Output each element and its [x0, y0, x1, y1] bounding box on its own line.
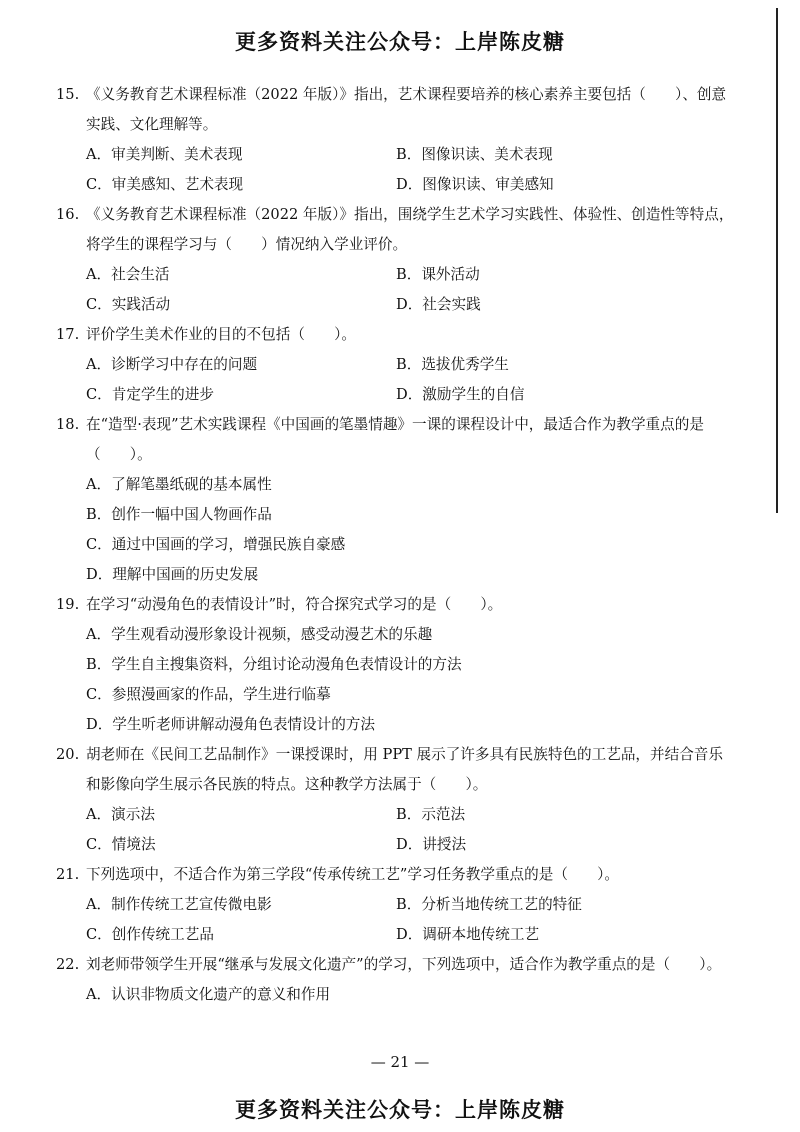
option-a: A．了解笔墨纸砚的基本属性 [86, 476, 272, 493]
question-number: 18. [56, 416, 80, 433]
option-d: D．调研本地传统工艺 [396, 926, 540, 943]
option-b: B．创作一幅中国人物画作品 [86, 506, 272, 523]
option-a: A．社会生活 [86, 266, 170, 283]
options [56, 470, 736, 590]
question-stem [56, 320, 736, 350]
scan-edge-line [776, 8, 778, 513]
stem-text: 《义务教育艺术课程标准（2022 年版）》指出，艺术课程要培养的核心素养主要包括（ ）、创意实践、文化理解等。 [86, 86, 727, 133]
option-c: C．参照漫画家的作品，学生进行临摹 [86, 686, 331, 703]
stem-text: 刘老师带领学生开展“继承与发展文化遗产”的学习，下列选项中，适合作为教学重点的是（ ）。 [86, 956, 722, 973]
options [56, 350, 736, 410]
option-a: A．诊断学习中存在的问题 [86, 356, 258, 373]
question-number: 17. [56, 326, 80, 343]
question-19 [56, 590, 736, 740]
question-22 [56, 950, 736, 1010]
stem-text: 评价学生美术作业的目的不包括（ ）。 [86, 326, 356, 343]
option-b: B．分析当地传统工艺的特征 [396, 896, 582, 913]
option-c: C．创作传统工艺品 [86, 926, 214, 943]
option-d: D．讲授法 [396, 836, 467, 853]
question-number: 20. [56, 746, 80, 763]
option-c: C．审美感知、艺术表现 [86, 176, 244, 193]
question-stem [56, 860, 736, 890]
option-c: C．肯定学生的进步 [86, 386, 214, 403]
question-15 [56, 80, 736, 200]
options [56, 890, 736, 950]
question-stem [56, 740, 736, 800]
stem-text: 在学习“动漫角色的表情设计”时，符合探究式学习的是（ ）。 [86, 596, 503, 613]
option-c: C．情境法 [86, 836, 156, 853]
question-18 [56, 410, 736, 590]
question-stem [56, 410, 736, 470]
options [56, 800, 736, 860]
question-number: 15. [56, 86, 80, 103]
option-c: C．通过中国画的学习，增强民族自豪感 [86, 536, 346, 553]
question-list [56, 80, 736, 1010]
stem-text: 下列选项中，不适合作为第三学段“传承传统工艺”学习任务教学重点的是（ ）。 [86, 866, 619, 883]
option-c: C．实践活动 [86, 296, 171, 313]
option-b: B．学生自主搜集资料，分组讨论动漫角色表情设计的方法 [86, 656, 462, 673]
question-number: 22. [56, 956, 80, 973]
page-number: — 21 — [370, 1053, 430, 1071]
question-16 [56, 200, 736, 320]
option-b: B．选拔优秀学生 [396, 356, 509, 373]
option-d: D．图像识读、审美感知 [396, 176, 554, 193]
option-d: D．激励学生的自信 [396, 386, 525, 403]
question-number: 19. [56, 596, 80, 613]
question-number: 21. [56, 866, 80, 883]
stem-text: 《义务教育艺术课程标准（2022 年版）》指出，围绕学生艺术学习实践性、体验性、创造性等特点，将学生的课程学习与（ ）情况纳入学业评价。 [86, 206, 734, 253]
option-d: D．理解中国画的历史发展 [86, 566, 259, 583]
footer-banner: 更多资料关注公众号：上岸陈皮糖 [235, 1098, 565, 1122]
option-a: A．认识非物质文化遗产的意义和作用 [86, 986, 331, 1003]
options [56, 620, 736, 740]
options [56, 260, 736, 320]
option-a: A．制作传统工艺宣传微电影 [86, 896, 272, 913]
question-number: 16. [56, 206, 80, 223]
question-stem [56, 200, 736, 260]
option-b: B．示范法 [396, 806, 466, 823]
option-d: D．社会实践 [396, 296, 481, 313]
question-stem [56, 590, 736, 620]
option-b: B．课外活动 [396, 266, 480, 283]
header-banner: 更多资料关注公众号：上岸陈皮糖 [235, 30, 565, 54]
option-a: A．演示法 [86, 806, 155, 823]
question-stem [56, 80, 736, 140]
stem-text: 在“造型·表现”艺术实践课程《中国画的笔墨情趣》一课的课程设计中，最适合作为教学重点的是（ ）。 [86, 416, 704, 463]
question-20 [56, 740, 736, 860]
option-b: B．图像识读、美术表现 [396, 146, 553, 163]
option-a: A．审美判断、美术表现 [86, 146, 243, 163]
options [56, 140, 736, 200]
option-d: D．学生听老师讲解动漫角色表情设计的方法 [86, 716, 375, 733]
option-a: A．学生观看动漫形象设计视频，感受动漫艺术的乐趣 [86, 626, 433, 643]
options [56, 980, 736, 1010]
question-stem [56, 950, 736, 980]
question-17 [56, 320, 736, 410]
stem-text: 胡老师在《民间工艺品制作》一课授课时，用 PPT 展示了许多具有民族特色的工艺品，并结合音乐和影像向学生展示各民族的特点。这种教学方法属于（ ）。 [86, 746, 723, 793]
question-21 [56, 860, 736, 950]
